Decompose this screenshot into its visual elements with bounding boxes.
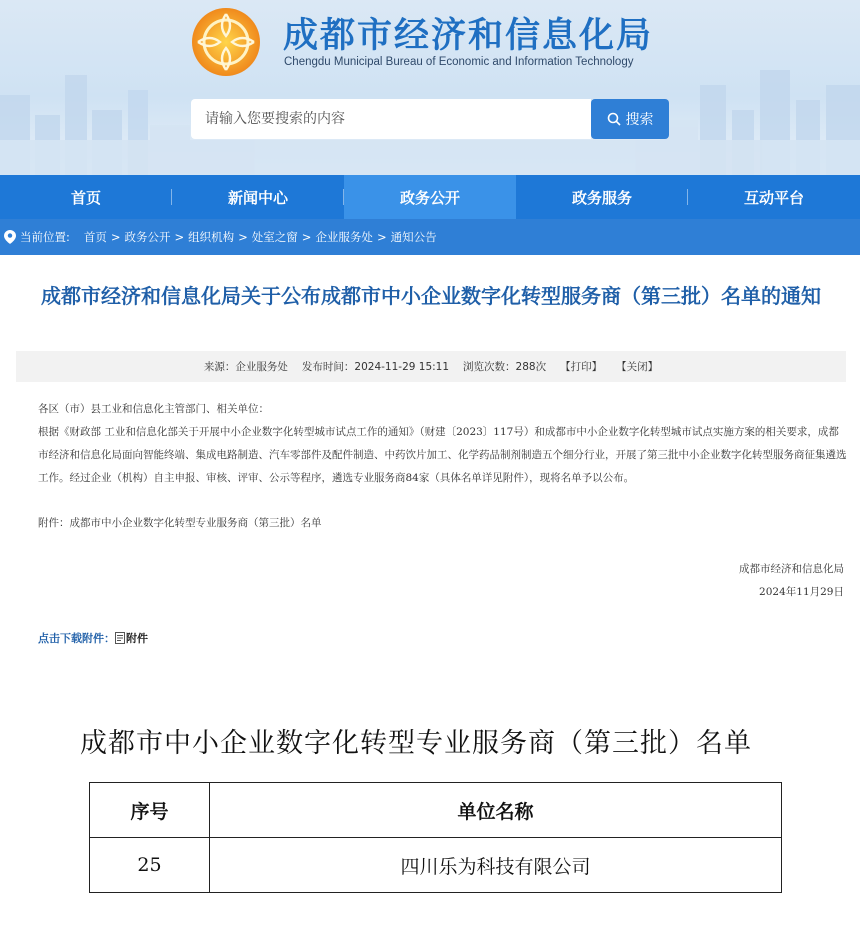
nav-item-government-affairs[interactable]: 政务公开 [344, 175, 516, 219]
article-attachment-line: 附件：成都市中小企业数字化转型专业服务商（第三批）名单 [38, 517, 322, 529]
nav-item-services[interactable]: 政务服务 [516, 175, 688, 219]
breadcrumb-organization[interactable]: 组织机构 [188, 230, 235, 244]
search-icon [607, 112, 621, 126]
meta-views: 浏览次数：288次 [463, 361, 547, 373]
article-title: 成都市经济和信息化局关于公布成都市中小企业数字化转型服务商（第三批）名单的通知 [41, 284, 821, 308]
table-cell-no: 25 [90, 838, 210, 893]
search-button[interactable] [591, 99, 669, 139]
attachment-link-label: 附件 [126, 632, 148, 645]
nav-item-interaction[interactable]: 互动平台 [743, 188, 804, 207]
article-meta [16, 351, 846, 382]
article-salutation: 各区（市）县工业和信息化主管部门、相关单位： [38, 403, 269, 415]
sunbird-logo-icon [190, 6, 262, 78]
site-title: 成都市经济和信息化局 [283, 16, 654, 56]
header-banner [0, 0, 860, 175]
breadcrumb-home[interactable]: 首页 [83, 230, 107, 244]
table-cell-name: 四川乐为科技有限公司 [210, 838, 782, 893]
document-icon [115, 632, 126, 644]
breadcrumb-notices[interactable]: 通知公告 [390, 230, 437, 244]
breadcrumb-departments[interactable]: 处室之窗 [251, 230, 298, 244]
service-provider-table [89, 782, 782, 893]
article-body: 根据《财政部 工业和信息化部关于开展中小企业数字化转型城市试点工作的通知》（财建〔2023〕117号）和成都市中小企业数字化转型城市试点实施方案的相关要求，成都市经济和信息化局面向智能终端、集成电路制造、汽车零部件及配件制造、中药饮片加工、化学药品制剂制造五个细分行业，开展了第三批中小企业数字化转型服务商征集遴选工作。经过企业（机构）自主申报、审核、评审、公示等程序，遴选专业服务商84家（具体名单详见附件），现将名单予以公布。 [38, 426, 847, 484]
site-subtitle: Chengdu Municipal Bureau of Economic and Information Technology [284, 56, 634, 68]
table-header-row [90, 783, 782, 838]
location-pin-icon [4, 230, 16, 244]
search-input[interactable] [191, 99, 591, 139]
breadcrumb-label: 当前位置: [20, 230, 70, 244]
article-date: 2024年11月29日 [759, 586, 844, 598]
table-header-no: 序号 [90, 783, 210, 838]
attachment-document-title: 成都市中小企业数字化转型专业服务商（第三批）名单 [80, 728, 752, 759]
meta-source: 来源：企业服务处 [203, 361, 288, 373]
table-row [90, 838, 782, 893]
search-button-label: 搜索 [625, 112, 654, 128]
breadcrumb: 当前位置: 首页 > 政务公开 > 组织机构 > 处室之窗 > 企业服务处 > 通知公告 [0, 219, 860, 255]
article-signer: 成都市经济和信息化局 [739, 563, 844, 575]
download-attachment [38, 630, 148, 646]
nav-item-home[interactable]: 首页 [0, 175, 172, 219]
download-label: 点击下载附件： [38, 632, 115, 645]
print-link[interactable]: 【打印】 [560, 361, 603, 373]
nav-item-news[interactable]: 新闻中心 [172, 175, 344, 219]
attachment-link[interactable] [115, 630, 148, 646]
main-nav [0, 175, 860, 219]
breadcrumb-government-affairs[interactable]: 政务公开 [124, 230, 171, 244]
breadcrumb-enterprise-service[interactable]: 企业服务处 [315, 230, 373, 244]
close-link[interactable]: 【关闭】 [616, 361, 659, 373]
table-header-name: 单位名称 [210, 783, 782, 838]
meta-published: 发布时间：2024-11-29 15:11 [301, 361, 450, 373]
